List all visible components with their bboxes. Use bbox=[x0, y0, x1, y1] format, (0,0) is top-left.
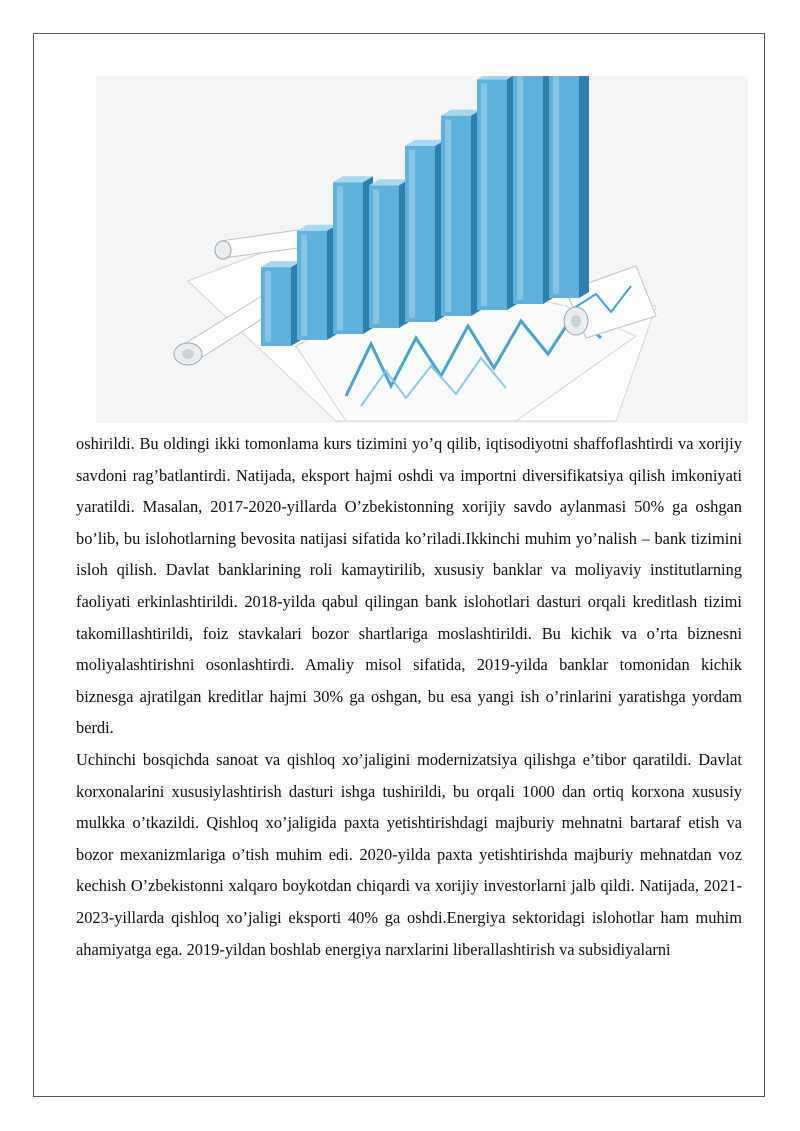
bar-5 bbox=[405, 140, 445, 322]
bar-3 bbox=[333, 176, 373, 334]
bar-9 bbox=[549, 76, 589, 298]
bar-1 bbox=[261, 261, 301, 346]
paragraph: Uchinchi bosqichda sanoat va qishloq xo’jaligini modernizatsiya qilishga e’tibor qaratildi. Davlat korxonalarini xususiylashtirish dasturi ishga tushirildi, bu orqali 1000 dan ortiq korxona xususiy mulkka o’tkazildi. Qishloq xo’jaligida paxta yetishtirishdagi majburiy mehnatni bartaraf etish va bozor mexanizmlariga o’tish muhim edi. 2020-yilda paxta yetishtirishda majburiy mehnatdan voz kechish O’zbekistonni xalqaro boykotdan chiqardi va xorijiy investorlarni jalb qildi. Natijada, 2021-2023-yillarda qishloq xo’jaligi eksporti 40% ga oshdi.Energiya sektoridagi islohotlar ham muhim ahamiyatga ega. 2019-yildan boshlab energiya narxlarini liberallashtirish va subsidiyalarni bbox=[76, 749, 742, 959]
bar-chart-illustration bbox=[96, 76, 748, 423]
bar-2 bbox=[297, 225, 337, 340]
paragraph: oshirildi. Bu oldingi ikki tomonlama kurs tizimini yo’q qilib, iqtisodiyotni shaffoflashtirdi va xorijiy savdoni rag’batlantirdi. Natijada, eksport hajmi oshdi va importni diversifikatsiya qilish imkoniyati yaratildi. Masalan, 2017-2020-yillarda O’zbekistonning xorijiy savdo aylanmasi 50% ga oshgan bo’lib, bu islohotlarning bevosita natijasi sifatida ko’riladi.Ikkinchi muhim yo’nalish – bank tizimini isloh qilish. Davlat banklarining roli kamaytirilib, xususiy banklar va moliyaviy institutlarning faoliyati erkinlashtirildi. 2018-yilda qabul qilingan bank islohotlari dasturi orqali kreditlash tizimi takomillashtirildi, foiz stavkalari bozor shartlariga moslashtirildi. Bu kichik va o’rta biznesni moliyalashtirishni osonlashtirdi. Amaliy misol sifatida, 2019-yilda banklar tomonidan kichik biznesga ajratilgan kreditlar hajmi 30% ga oshgan, bu esa yangi ish o’rinlarini yaratishga yordam berdi. bbox=[76, 434, 742, 738]
bar-6 bbox=[441, 110, 481, 316]
bar-7 bbox=[477, 76, 517, 310]
bar-4 bbox=[369, 179, 409, 328]
body-text bbox=[76, 428, 742, 965]
bar-8 bbox=[513, 76, 553, 304]
bar-chart-illustration-graphic bbox=[96, 76, 748, 423]
